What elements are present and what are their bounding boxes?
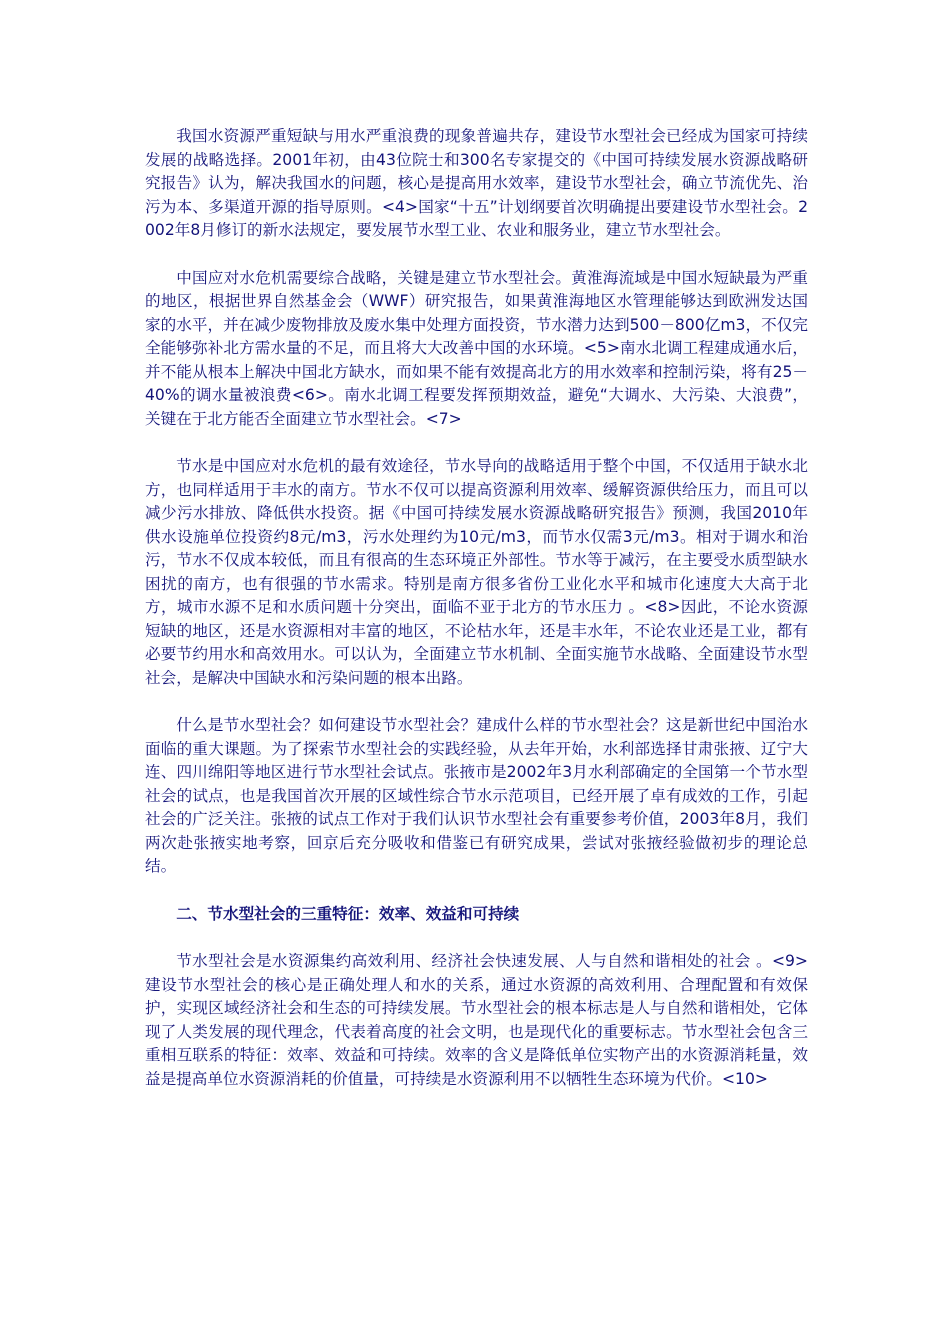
paragraph-gap: [145, 431, 808, 455]
paragraph-4: 什么是节水型社会？如何建设节水型社会？建成什么样的节水型社会？这是新世纪中国治水面临的重大课题。为了探索节水型社会的实践经验，从去年开始，水利部选择甘肃张掖、辽宁大连、四川绵阳等地区进行节水型社会试点。张掖市是2002年3月水利部确定的全国第一个节水型社会的试点，也是我国首次开展的区域性综合节水示范项目，已经开展了卓有成效的工作，引起社会的广泛关注。张掖的试点工作对于我们认识节水型社会有重要参考价值，2003年8月，我们两次赴张掖实地考察，回京后充分吸收和借鉴已有研究成果，尝试对张掖经验做初步的理论总结。: [145, 716, 808, 875]
paragraph-gap: [145, 690, 808, 714]
paragraph-gap: [145, 243, 808, 267]
section-paragraph: 节水型社会是水资源集约高效利用、经济社会快速发展、人与自然和谐相处的社会 。<9>建设节水型社会的核心是正确处理人和水的关系，通过水资源的高效利用、合理配置和有效保护，实现区域经济社会和生态的可持续发展。节水型社会的根本标志是人与自然和谐相处，它体现了人类发展的现代理念，代表着高度的社会文明，也是现代化的重要标志。节水型社会包含三重相互联系的特征：效率、效益和可持续。效率的含义是降低单位实物产出的水资源消耗量，效益是提高单位水资源消耗的价值量，可持续是水资源利用不以牺牲生态环境为代价。<10>: [145, 952, 808, 1088]
paragraph-2: 中国应对水危机需要综合战略，关键是建立节水型社会。黄淮海流域是中国水短缺最为严重的地区，根据世界自然基金会（WWF）研究报告，如果黄淮海地区水管理能够达到欧洲发达国家的水平，并在减少废物排放及废水集中处理方面投资，节水潜力达到500－800亿m3，不仅完全能够弥补北方需水量的不足，而且将大大改善中国的水环境。<5>南水北调工程建成通水后，并不能从根本上解决中国北方缺水，而如果不能有效提高北方的用水效率和控制污染，将有25－40%的调水量被浪费<6>。南水北调工程要发挥预期效益，避免“大调水、大污染、大浪费”，关键在于北方能否全面建立节水型社会。<7>: [145, 268, 808, 428]
paragraph-1: 我国水资源严重短缺与用水严重浪费的现象普遍共存，建设节水型社会已经成为国家可持续发展的战略选择。2001年初，由43位院士和300名专家提交的《中国可持续发展水资源战略研究报告》认为，解决我国水的问题，核心是提高用水效率，建设节水型社会，确立节流优先、治污为本、多渠道开源的指导原则。<4>国家“十五”计划纲要首次明确提出要建设节水型社会。2002年8月修订的新水法规定，要发展节水型工业、农业和服务业，建立节水型社会。: [145, 127, 808, 239]
paragraph-3: 节水是中国应对水危机的最有效途径，节水导向的战略适用于整个中国，不仅适用于缺水北方，也同样适用于丰水的南方。节水不仅可以提高资源利用效率、缓解资源供给压力，而且可以减少污水排放、降低供水投资。据《中国可持续发展水资源战略研究报告》预测，我国2010年供水设施单位投资约8元/m3，污水处理约为10元/m3，而节水仅需3元/m3。相对于调水和治污，节水不仅成本较低，而且有很高的生态环境正外部性。节水等于减污，在主要受水质型缺水困扰的南方，也有很强的节水需求。特别是南方很多省份工业化水平和城市化速度大大高于北方，城市水源不足和水质问题十分突出，面临不亚于北方的节水压力 。<8>因此，不论水资源短缺的地区，还是水资源相对丰富的地区，不论枯水年，还是丰水年，不论农业还是工业，都有必要节约用水和高效用水。可以认为，全面建立节水机制、全面实施节水战略、全面建设节水型社会，是解决中国缺水和污染问题的根本出路。: [145, 457, 808, 687]
paragraph-gap: [145, 879, 808, 903]
document-page: [145, 125, 808, 1091]
paragraph-gap: [145, 926, 808, 950]
section-heading: 二、节水型社会的三重特征：效率、效益和可持续: [176, 904, 520, 923]
